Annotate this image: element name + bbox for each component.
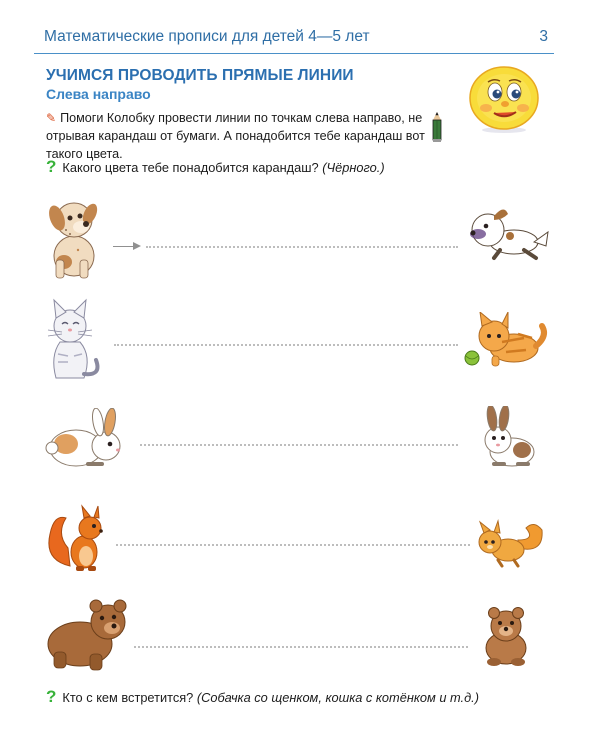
kolobok-icon	[464, 62, 544, 134]
cat-icon	[40, 296, 102, 386]
page-number: 3	[539, 28, 548, 45]
dotted-trace-line[interactable]	[116, 544, 470, 546]
instruction-text	[46, 109, 441, 163]
puppy-icon	[464, 202, 550, 262]
dog-icon	[44, 194, 106, 284]
trace-row-rabbit	[0, 400, 600, 510]
bunny-icon	[474, 406, 544, 470]
question-answer: (Собачка со щенком, кошка с котёнком и т.д.)	[196, 690, 479, 705]
instruction-line-3: такого цвета.	[46, 147, 123, 161]
dotted-trace-line[interactable]	[114, 344, 458, 346]
question-text: Какого цвета тебе понадобится карандаш?	[62, 160, 319, 175]
page-header	[34, 24, 554, 54]
baby-squirrel-icon	[474, 518, 546, 570]
bear-cub-icon	[476, 604, 538, 668]
start-arrow	[113, 246, 139, 247]
question-text: Кто с кем встретится?	[62, 690, 194, 705]
lesson-subtitle: Слева направо	[46, 86, 151, 102]
question-who-meets	[46, 688, 479, 706]
dotted-trace-line[interactable]	[146, 246, 458, 248]
dotted-trace-line[interactable]	[140, 444, 458, 446]
dotted-trace-line[interactable]	[134, 646, 468, 648]
question-mark-icon: ?	[46, 687, 57, 706]
question-mark-icon: ?	[46, 157, 57, 176]
black-pencil-icon	[431, 112, 443, 142]
trace-row-cat	[0, 294, 600, 404]
instruction-line-1: Помоги Колобку провести линии по точкам слева направо, не	[60, 111, 423, 125]
squirrel-icon	[44, 504, 114, 574]
rabbit-icon	[44, 408, 130, 472]
kitten-icon	[462, 312, 548, 372]
instruction-line-2: отрывая карандаш от бумаги. А понадобится тебе карандаш вот	[46, 129, 425, 143]
header-title: Математические прописи для детей 4—5 лет	[44, 28, 370, 45]
question-answer: (Чёрного.)	[322, 160, 385, 175]
trace-row-dog	[0, 190, 600, 300]
bear-icon	[42, 596, 132, 672]
question-pencil-color	[46, 158, 385, 176]
lesson-title: УЧИМСЯ ПРОВОДИТЬ ПРЯМЫЕ ЛИНИИ	[46, 67, 354, 84]
pencil-marker-icon: ✎	[46, 111, 57, 125]
